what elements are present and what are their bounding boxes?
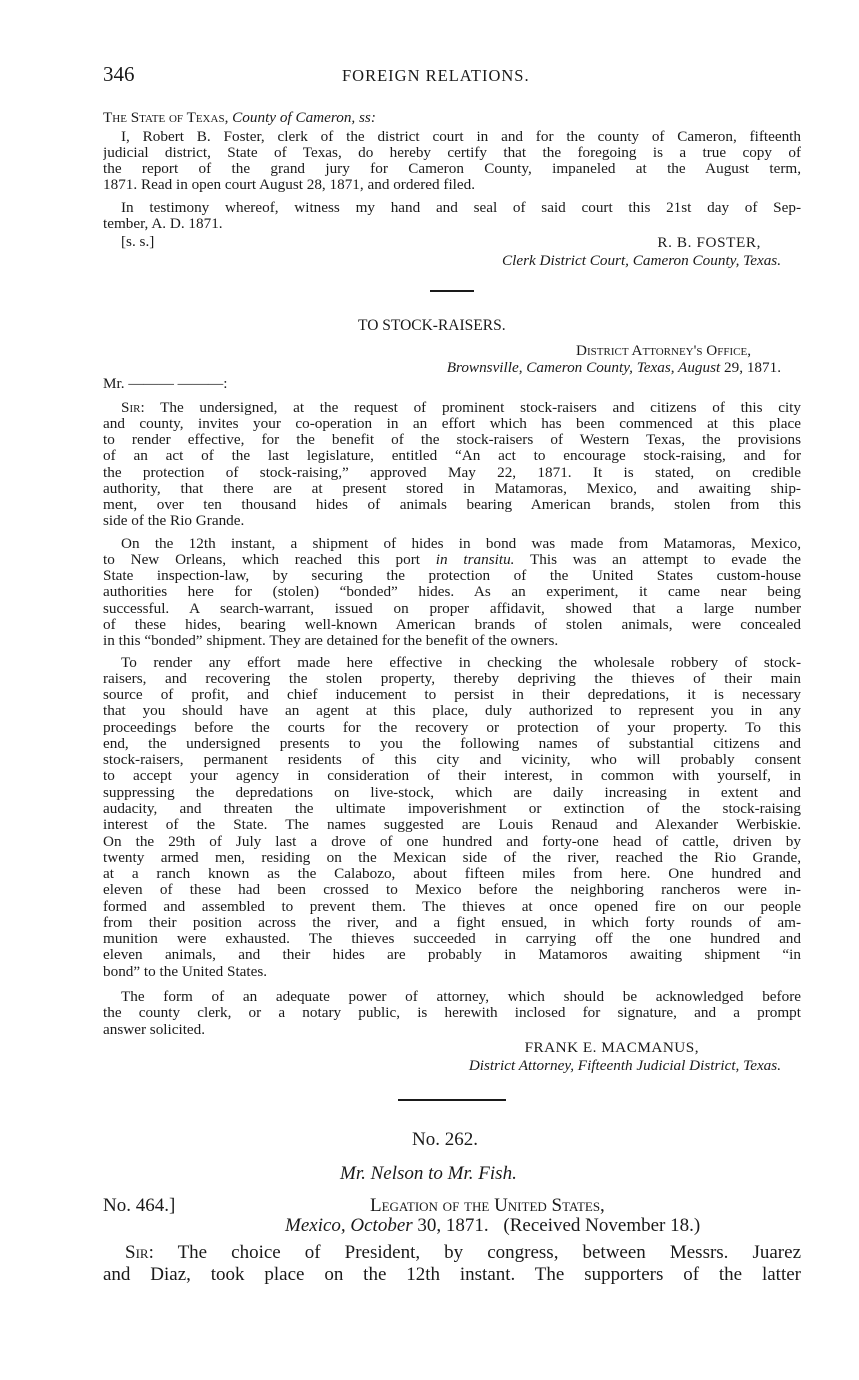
letter-line: of these hides, bearing well-known American brands of stolen animals, were concealed <box>103 617 801 633</box>
certificate-line: I, Robert B. Foster, clerk of the district court in and for the county of Cameron, fifteenth <box>121 129 801 145</box>
in-transitu: in transitu. <box>435 552 515 568</box>
document-number: No. 262. <box>412 1129 478 1150</box>
letter-line: to render effective, for the benefit of the stock-raisers of Western Texas, the provisions <box>103 432 801 448</box>
letter-line: The form of an adequate power of attorney, which should be acknowledged before <box>121 989 801 1005</box>
document-date <box>285 1215 700 1237</box>
letter-line: the protection of stock-raising,” approved May 22, 1871. It is stated, on credible <box>103 465 801 481</box>
letter-line: eleven of these had been crossed to Mexico before the neighboring rancheros were in- <box>103 882 801 898</box>
salutation-sir: Sir: <box>121 400 145 416</box>
letter-signer: FRANK E. MACMANUS, <box>524 1039 699 1056</box>
letter-title: TO STOCK-RAISERS. <box>358 317 506 334</box>
letter-line-text: The undersigned, at the request of prominent stock-raisers and citizens of this city <box>144 400 801 416</box>
letter-line: and county, invites your co-operation in an effort which has been commenced at this place <box>103 416 801 432</box>
section-divider <box>398 1099 506 1101</box>
document-line-text: The choice of President, by congress, between Messrs. Juarez <box>153 1242 801 1263</box>
letter-line: twenty armed men, residing on the Mexican side of the river, reached the Rio Grande, <box>103 850 801 866</box>
letter-line-text: to New Orleans, which reached this port <box>103 552 420 568</box>
document-date-month: October <box>350 1215 413 1236</box>
letter-line: suppressing the depredations on live-stock, which are daily increasing in extent and <box>103 785 801 801</box>
letter-line: in this “bonded” shipment. They are detained for the benefit of the owners. <box>103 632 559 649</box>
document-date-place: Mexico, <box>285 1215 346 1236</box>
certificate-line: In testimony whereof, witness my hand and seal of said court this 21st day of Sep- <box>121 200 801 216</box>
document-sir: Sir: <box>125 1242 154 1263</box>
letter-line <box>121 400 801 416</box>
legation: Legation of the United States, <box>370 1195 605 1216</box>
letter-line: audacity, and threaten the ultimate impoverishment or extinction of the stock-raising <box>103 801 801 817</box>
letter-line <box>103 552 801 568</box>
certificate-line: judicial district, State of Texas, do hereby certify that the foregoing is a true copy of <box>103 145 801 161</box>
letter-line: successful. A search-warrant, issued on proper affidavit, showed that a large number <box>103 601 801 617</box>
letter-line: the county clerk, or a notary public, is herewith inclosed for signature, and a prompt <box>103 1005 801 1021</box>
letter-line: answer solicited. <box>103 1021 206 1038</box>
certificate-heading-state: The State of Texas, <box>103 109 229 126</box>
page-number: 346 <box>103 62 135 86</box>
letter-line: formed and assembled to prevent them. The thieves at once opened fire on our people <box>103 899 801 915</box>
letter-line: authority, that there are at present stored in Matamoras, Mexico, and awaiting ship- <box>103 481 801 497</box>
letter-line: stock-raisers, permanent residents of this city and vicinity, who will probably consent <box>103 752 801 768</box>
letter-line: bond” to the United States. <box>103 963 268 980</box>
certificate-signer-title: Clerk District Court, Cameron County, Texas. <box>501 252 781 269</box>
letter-line: ment, over ten thousand hides of animals bearing American brands, stolen from this <box>103 497 801 513</box>
letter-office: District Attorney's Office, <box>576 342 751 359</box>
letter-line: of an act of the last legislature, entitled “An act to encourage stock-raising, and for <box>103 448 801 464</box>
document-received: (Received November 18.) <box>503 1215 701 1236</box>
certificate-signer: R. B. FOSTER, <box>657 234 761 251</box>
document-title: Mr. Nelson to Mr. Fish. <box>340 1163 517 1184</box>
letter-line: from their position across the river, and a fight ensued, in which forty rounds of am- <box>103 915 801 931</box>
running-title: FOREIGN RELATIONS. <box>342 66 530 85</box>
letter-line: On the 29th of July last a drove of one hundred and forty-one head of cattle, driven by <box>103 834 801 850</box>
certificate-line: 1871. Read in open court August 28, 1871, and ordered filed. <box>103 176 476 193</box>
letter-line: authorities here for (stolen) “bonded” hides. As an experiment, it came near being <box>103 584 801 600</box>
letter-line: munition were exhausted. The thieves succeeded in carrying off the one hundred and <box>103 931 801 947</box>
letter-salutation: Mr. ——— ———: <box>103 375 228 392</box>
letter-place-date-rest: 29, 1871. <box>724 359 781 376</box>
letter-line: raisers, and recovering the stolen property, thereby depriving the thieves of their main <box>103 671 801 687</box>
certificate-line: the report of the grand jury for Cameron County, impaneled at the August term, <box>103 161 801 177</box>
letter-line: source of profit, and chief inducement to persist in their depredations, it is necessary <box>103 687 801 703</box>
letter-place-date <box>447 360 781 376</box>
document-line: and Diaz, took place on the 12th instant. The supporters of the latter <box>103 1264 801 1285</box>
certificate-heading <box>103 110 376 126</box>
letter-line: that you should have an agent at this place, duly authorized to represent you in any <box>103 703 801 719</box>
letter-place-date-it: Brownsville, Cameron County, Texas, August <box>446 359 721 376</box>
section-divider <box>430 290 474 292</box>
letter-line-text: This was an attempt to evade the <box>529 552 801 568</box>
letter-line: proceedings before the courts for the recovery or protection of your property. To this <box>103 720 801 736</box>
despatch-number: No. 464.] <box>103 1195 176 1216</box>
letter-line: side of the Rio Grande. <box>103 512 245 529</box>
certificate-line: tember, A. D. 1871. <box>103 215 223 232</box>
letter-line: interest of the State. The names suggested are Louis Renaud and Alexander Werbiskie. <box>103 817 801 833</box>
letter-line: State inspection-law, by securing the protection of the United States custom-house <box>103 568 801 584</box>
document-line <box>125 1242 801 1264</box>
letter-line: end, the undersigned presents to you the following names of substantial citizens and <box>103 736 801 752</box>
letter-line: to accept your agency in consideration of their interest, in common with yourself, in <box>103 768 801 784</box>
letter-line: eleven animals, and their hides are probably in Matamoros awaiting shipment “in <box>103 947 801 963</box>
seal: [s. s.] <box>121 233 155 250</box>
letter-line: at a ranch known as the Calabozo, about fifteen miles from here. One hundred and <box>103 866 801 882</box>
letter-signer-title: District Attorney, Fifteenth Judicial District, Texas. <box>468 1057 781 1074</box>
letter-line: To render any effort made here effective in checking the wholesale robbery of stock- <box>121 655 801 671</box>
letter-line: On the 12th instant, a shipment of hides in bond was made from Matamoras, Mexico, <box>121 536 801 552</box>
document-date-rest: 30, 1871. <box>417 1215 489 1236</box>
certificate-heading-county: County of Cameron, ss: <box>232 109 376 126</box>
